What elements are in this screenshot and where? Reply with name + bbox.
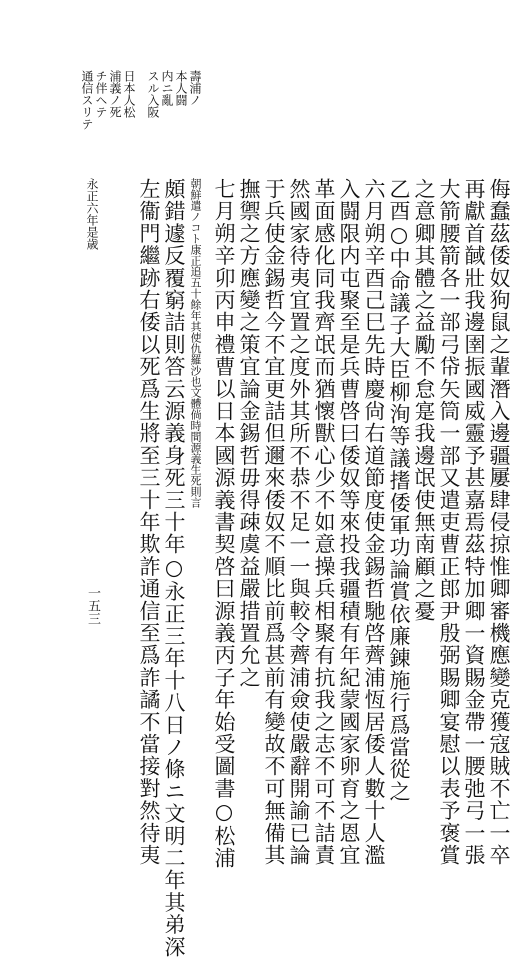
margin-note: 浦義ノ死: [108, 70, 122, 118]
text-column: 七月朔辛卯丙申禮曹以日本國源義書契啓曰源義丙子年始受圖書○松浦: [212, 178, 236, 870]
margin-note: チ伴ヘテ: [94, 70, 108, 118]
text-column: 左衞門繼跡右倭以死爲生將至三十年欺詐通信至爲詐譎不當接對然待夷: [137, 178, 161, 867]
text-column-annotation: 朝鮮遣ノコト康正追五十餘年其使仇羅沙也文體倘時間源義生死則言: [189, 178, 202, 508]
margin-note: 壽浦ノ: [188, 70, 202, 106]
text-column: 再獻首馘壯我邊圉振國威靈予甚嘉焉茲特加卿一資賜金帶一腰弛弓一張: [462, 178, 486, 867]
text-column: 乙酉○中命議子大臣柳洵等議搘倭軍功論賞依廉錬施行爲當從之: [387, 178, 411, 803]
text-column: 革面感化同我齊氓而猶懷獸心少不如意操兵相聚有抗我之志不可不詰責: [312, 178, 336, 867]
text-column: 六月朔辛酉己巳先時慶尙右道節度使金錫哲馳啓薺浦恆居倭人數十人濫: [362, 178, 386, 867]
text-column: 入闘限内屯聚至是兵曹啓曰倭奴等來投我疆積有年紀蒙國家卵育之恩宜: [337, 178, 361, 867]
text-column: 大箭腰箭各一部弓帒矢筒一部又遣吏曹正郎尹殷弼賜卿宴慰以表予褒賞: [437, 178, 461, 867]
text-column: 然國家待夷宜置之度外其所不恭不足一一與較令薺浦僉使嚴辭開諭已論: [287, 178, 311, 867]
margin-notes-right: [146, 70, 202, 118]
text-column: 侮蠢茲倭奴狗鼠之輩潛入邊疆屢肆侵掠惟卿審機應變克獲寇賊不亡一卒: [487, 178, 511, 867]
text-column: 撫禦之方應變之策宜論金錫哲毋得疎虞益嚴措置允之: [237, 178, 261, 689]
margin-note: 内ニ亂: [160, 70, 174, 106]
page-number: 一五三: [85, 586, 100, 625]
margin-note: 通信スリテ: [80, 70, 94, 130]
text-column: 頗錯遽反覆窮詰則答云源義身死三十年○永正三年十八日ノ條ニ文明二年其弟深: [162, 178, 186, 958]
running-header: 永正六年是歳: [85, 178, 99, 250]
margin-notes-left: [80, 70, 136, 130]
margin-note: 日本人松: [122, 70, 136, 118]
text-column: 之意卿其體之益勵不怠寔我邊氓使無南顧之憂: [412, 178, 436, 622]
text-column: 于兵使金錫哲今不宜更詰但邇來倭奴不順比前爲甚前有變故不可無備其: [262, 178, 286, 867]
margin-note: スル入阪: [146, 70, 160, 118]
margin-note: 本人闘: [174, 70, 188, 106]
